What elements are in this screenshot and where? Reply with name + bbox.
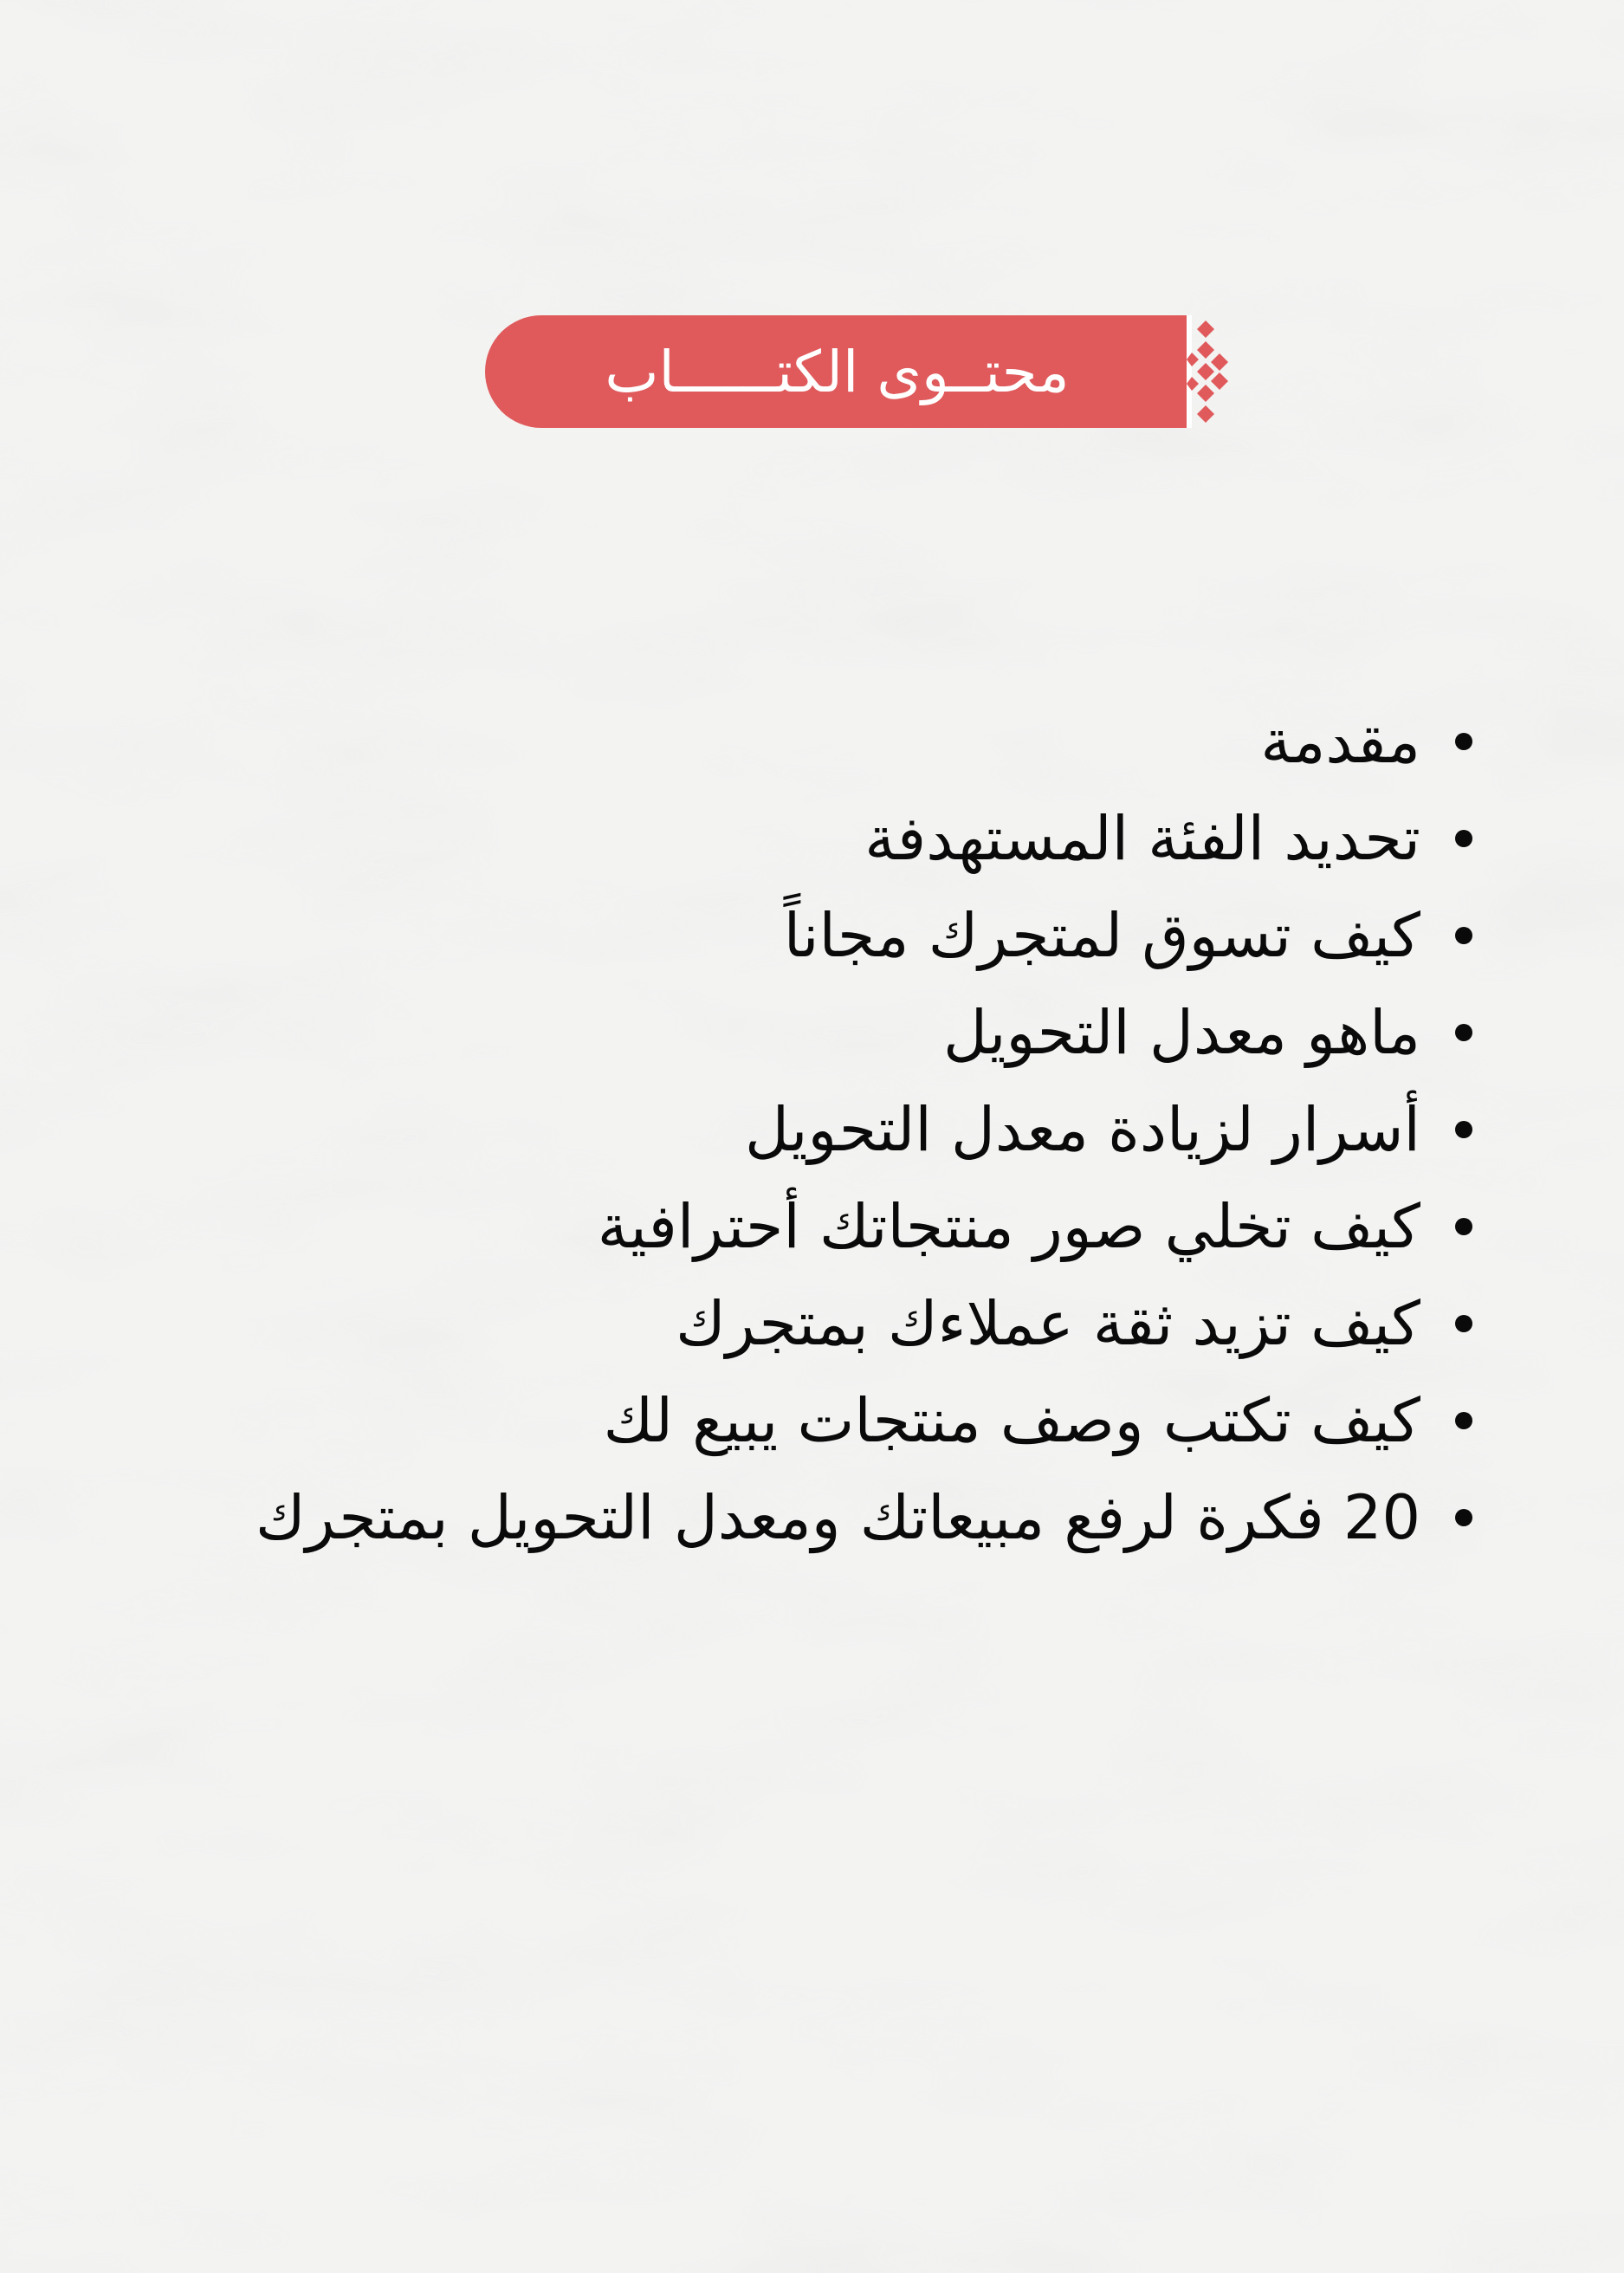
toc-item-text: تحديد الفئة المستهدفة xyxy=(864,803,1420,874)
bullet-icon xyxy=(1455,733,1472,750)
toc-item xyxy=(165,1372,1472,1469)
toc-item xyxy=(165,1081,1472,1178)
toc-item-text: كيف تخلي صور منتجاتك أحترافية xyxy=(597,1191,1420,1262)
bullet-icon xyxy=(1455,1509,1472,1526)
bullet-icon xyxy=(1455,1218,1472,1235)
toc-item-text: ماهو معدل التحويل xyxy=(942,997,1420,1068)
toc-item xyxy=(165,984,1472,1081)
bullet-icon xyxy=(1455,1121,1472,1138)
bullet-icon xyxy=(1455,1024,1472,1041)
page-title: محتــوى الكتــــــاب xyxy=(605,338,1070,405)
toc-item-text: مقدمة xyxy=(1260,706,1420,777)
toc-item xyxy=(165,1469,1472,1566)
diamond-ornament-icon xyxy=(1187,315,1239,428)
toc-item xyxy=(165,1178,1472,1275)
toc-item-text: كيف تسوق لمتجرك مجاناً xyxy=(783,900,1420,971)
toc-item xyxy=(165,1275,1472,1372)
toc-item-text: 20 فكرة لرفع مبيعاتك ومعدل التحويل بمتجرك xyxy=(256,1482,1420,1553)
toc-item-text: أسرار لزيادة معدل التحويل xyxy=(745,1094,1420,1165)
title-banner xyxy=(485,315,1189,428)
bullet-icon xyxy=(1455,830,1472,847)
bullet-icon xyxy=(1455,1412,1472,1429)
bullet-icon xyxy=(1455,927,1472,944)
bullet-icon xyxy=(1455,1315,1472,1332)
table-of-contents xyxy=(165,693,1472,1566)
toc-item-text: كيف تزيد ثقة عملاءك بمتجرك xyxy=(676,1288,1420,1359)
toc-item xyxy=(165,693,1472,790)
toc-item xyxy=(165,790,1472,887)
toc-item xyxy=(165,887,1472,984)
toc-item-text: كيف تكتب وصف منتجات يبيع لك xyxy=(603,1385,1420,1456)
